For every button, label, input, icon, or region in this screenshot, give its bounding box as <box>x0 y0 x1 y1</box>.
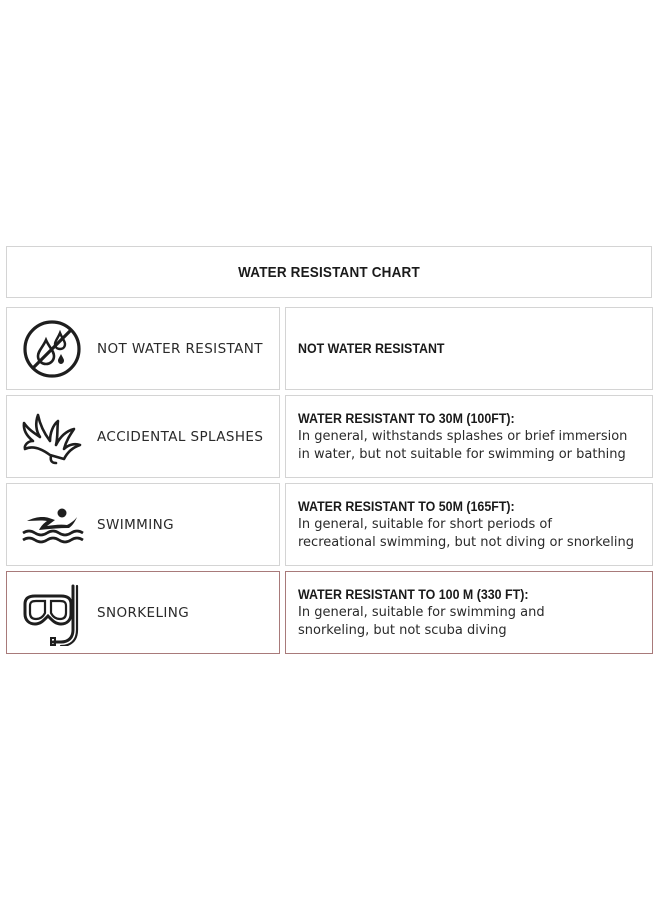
chart-title-box <box>6 246 652 298</box>
rating-cell <box>285 483 653 566</box>
rating-heading: WATER RESISTANT TO 50M (165FT): <box>298 498 515 514</box>
rating-heading: WATER RESISTANT TO 100 M (330 FT): <box>298 586 529 602</box>
chart-row-snorkeling <box>6 571 654 654</box>
water-splash-icon <box>19 404 85 470</box>
activity-label: SNORKELING <box>97 604 190 621</box>
chart-title: WATER RESISTANT CHART <box>238 263 420 281</box>
no-water-drops-icon <box>19 316 85 382</box>
snorkel-mask-icon <box>19 580 85 646</box>
activity-cell <box>6 307 280 390</box>
chart-row-not-water-resistant <box>6 307 654 390</box>
swimmer-icon <box>19 492 85 558</box>
activity-label: SWIMMING <box>97 516 174 533</box>
rating-description-line: recreational swimming, but not diving or snorkeling <box>298 534 635 550</box>
rating-cell <box>285 395 653 478</box>
rating-description-line: in water, but not suitable for swimming or bathing <box>298 446 626 462</box>
activity-cell <box>6 483 280 566</box>
rating-heading: NOT WATER RESISTANT <box>298 340 445 356</box>
chart-row-swimming <box>6 483 654 566</box>
activity-cell <box>6 571 280 654</box>
rating-description-line: In general, withstands splashes or brief immersion <box>298 428 628 444</box>
activity-label: ACCIDENTAL SPLASHES <box>97 428 264 445</box>
rating-cell <box>285 307 653 390</box>
activity-label: NOT WATER RESISTANT <box>97 340 263 357</box>
chart-row-accidental-splashes <box>6 395 654 478</box>
rating-description-line: In general, suitable for short periods of <box>298 516 552 532</box>
rating-description-line: In general, suitable for swimming and <box>298 604 545 620</box>
rating-heading: WATER RESISTANT TO 30M (100FT): <box>298 410 515 426</box>
rating-cell <box>285 571 653 654</box>
activity-cell <box>6 395 280 478</box>
rating-description-line: snorkeling, but not scuba diving <box>298 622 507 638</box>
